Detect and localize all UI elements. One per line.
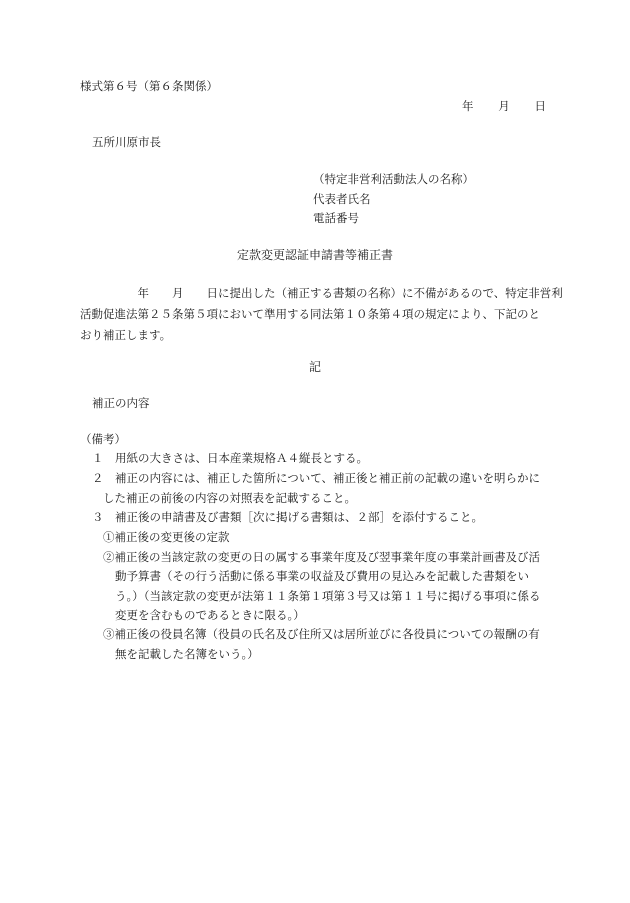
note-item: ③補正後の役員名簿（役員の氏名及び住所又は居所並びに各役員についての報酬の有 — [103, 627, 540, 641]
sender-phone: 電話番号 — [313, 211, 359, 225]
note-item: 無を記載した名簿をいう。） — [115, 647, 259, 661]
note-item: ②補正後の当該定款の変更の日の属する事業年度及び翌事業年度の事業計画書及び活 — [103, 550, 540, 564]
notes-heading: （備考） — [80, 432, 126, 446]
sender-representative: 代表者氏名 — [313, 192, 371, 206]
note-item: １ 用紙の大きさは、日本産業規格Ａ４縦長とする。 — [92, 451, 368, 465]
body-line-1: 年 月 日に提出した（補正する書類の名称）に不備があるので、特定非営利 — [80, 286, 563, 300]
date-month-label: 月 — [498, 99, 510, 113]
addressee: 五所川原市長 — [92, 135, 161, 149]
date-day-label: 日 — [534, 99, 546, 113]
ki-heading: 記 — [308, 360, 321, 374]
note-item: ３ 補正後の申請書及び書類［次に掲げる書類は、２部］を添付すること。 — [92, 510, 483, 524]
note-item: 動予算書（その行う活動に係る事業の収益及び費用の見込みを記載した書類をい — [115, 569, 529, 583]
note-item: 変更を含むものであるときに限る。） — [115, 608, 305, 622]
sender-org-name: （特定非営利活動法人の名称） — [313, 172, 474, 186]
form-number: 様式第６号（第６条関係） — [80, 79, 218, 93]
body-line-2: 活動促進法第２５条第５項において準用する同法第１０条第４項の規定により、下記のと — [80, 307, 540, 321]
date-row — [462, 101, 546, 113]
note-item: した補正の前後の内容の対照表を記載すること。 — [103, 491, 356, 505]
date-year-label: 年 — [462, 99, 474, 113]
body-line-3: おり補正します。 — [80, 328, 172, 342]
note-item: う。）（当該定款の変更が法第１１条第１項第３号又は第１１号に掲げる事項に係る — [115, 589, 541, 603]
correction-heading: 補正の内容 — [92, 396, 150, 410]
body-paragraph — [80, 283, 563, 346]
note-item: ①補正後の変更後の定款 — [103, 530, 230, 544]
document-title: 定款変更認証申請書等補正書 — [236, 248, 393, 262]
note-item: ２ 補正の内容には、補正した箇所について、補正後と補正前の記載の違いを明らかに — [92, 471, 541, 485]
